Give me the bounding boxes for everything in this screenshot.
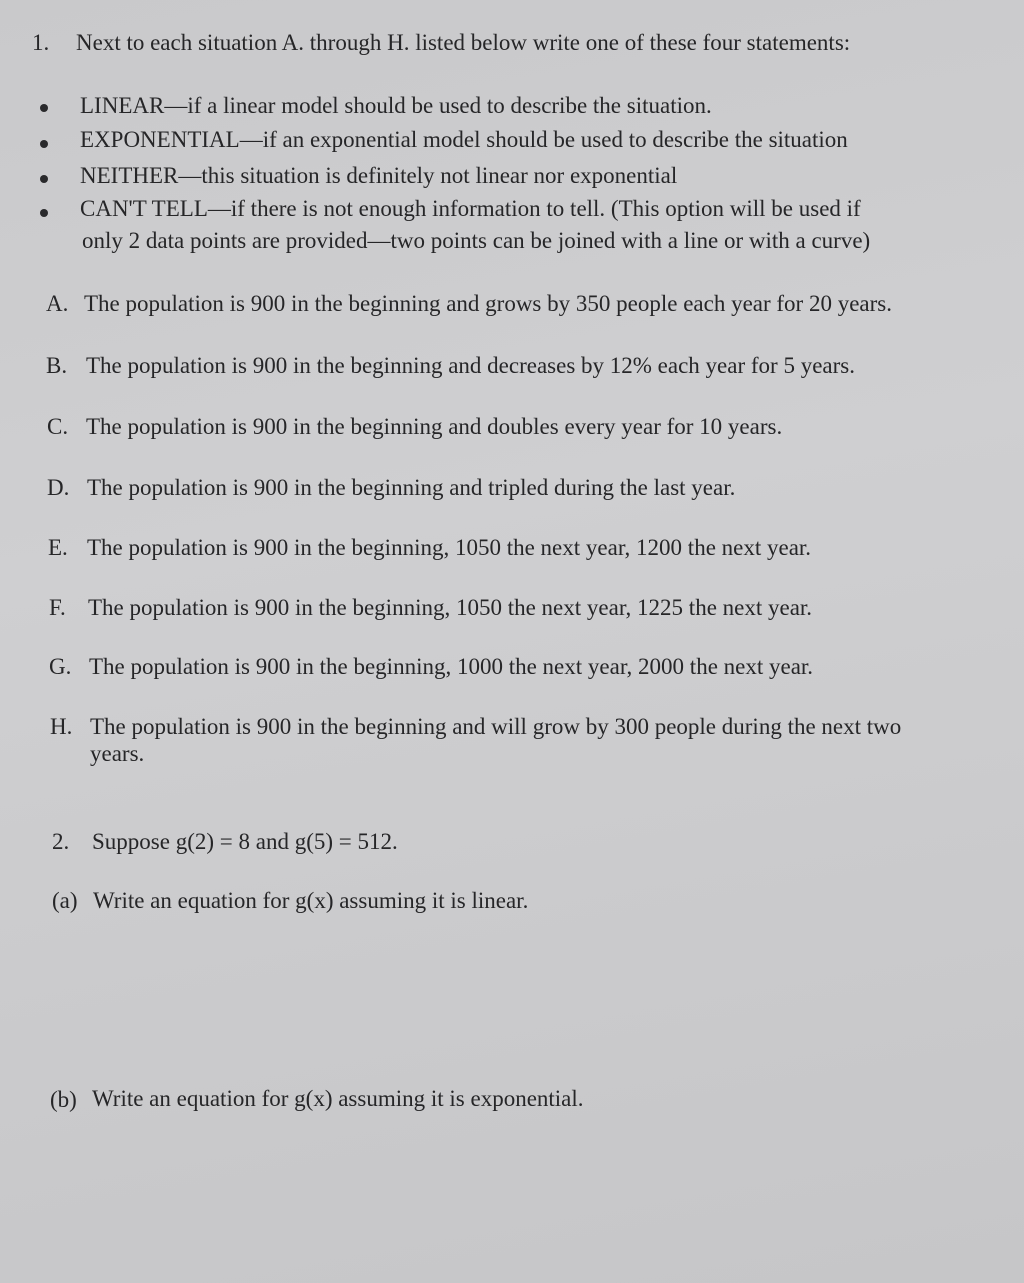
situation-letter: D. — [47, 475, 70, 500]
option-text-continued: only 2 data points are provided—two points can be joined with a line or with a curve) — [82, 228, 871, 253]
bullet-icon — [40, 175, 48, 183]
situation-letter: A. — [46, 291, 69, 316]
option-term: CAN'T TELL — [80, 196, 208, 221]
situation-text: The population is 900 in the beginning and tripled during the last year. — [87, 475, 736, 500]
question-prompt: Suppose g(2) = 8 and g(5) = 512. — [92, 829, 398, 854]
situation-text: The population is 900 in the beginning and grows by 350 people each year for 20 years. — [84, 291, 892, 316]
option-text: —if an exponential model should be used to describe the situation — [239, 127, 848, 152]
answer-space-b[interactable] — [50, 1125, 950, 1275]
question-prompt: Next to each situation A. through H. listed below write one of these four statements: — [76, 30, 851, 55]
bullet-icon — [40, 209, 48, 217]
option-text: —this situation is definitely not linear nor exponential — [178, 163, 678, 188]
part-text: Write an equation for g(x) assuming it is linear. — [93, 888, 529, 913]
option-term: LINEAR — [80, 93, 165, 118]
situation-letter: H. — [50, 714, 73, 739]
situation-text: The population is 900 in the beginning, 1050 the next year, 1225 the next year. — [88, 595, 813, 620]
answer-space-a[interactable] — [50, 925, 950, 1075]
bullet-icon — [40, 104, 48, 112]
question-number: 1. — [32, 30, 50, 55]
situation-letter: F. — [49, 595, 66, 620]
bullet-icon — [40, 140, 48, 148]
part-label: (a) — [52, 888, 78, 913]
situation-letter: E. — [48, 535, 68, 560]
situation-text: The population is 900 in the beginning and decreases by 12% each year for 5 years. — [86, 353, 855, 378]
part-label: (b) — [50, 1087, 77, 1112]
option-text: —if there is not enough information to tell. (This option will be used if — [207, 196, 861, 221]
option-text: —if a linear model should be used to describe the situation. — [164, 93, 712, 118]
situation-text-continued: years. — [90, 741, 145, 766]
question-number: 2. — [52, 829, 70, 854]
option-term: NEITHER — [80, 163, 179, 188]
part-text: Write an equation for g(x) assuming it is exponential. — [92, 1086, 584, 1111]
situation-text: The population is 900 in the beginning, 1000 the next year, 2000 the next year. — [89, 654, 814, 679]
situation-letter: C. — [47, 414, 69, 439]
option-term: EXPONENTIAL — [80, 127, 240, 152]
situation-text: The population is 900 in the beginning and will grow by 300 people during the next two — [90, 714, 902, 739]
situation-text: The population is 900 in the beginning and doubles every year for 10 years. — [86, 414, 783, 439]
situation-letter: B. — [46, 353, 68, 378]
situation-text: The population is 900 in the beginning, 1050 the next year, 1200 the next year. — [87, 535, 812, 560]
situation-letter: G. — [49, 654, 72, 679]
